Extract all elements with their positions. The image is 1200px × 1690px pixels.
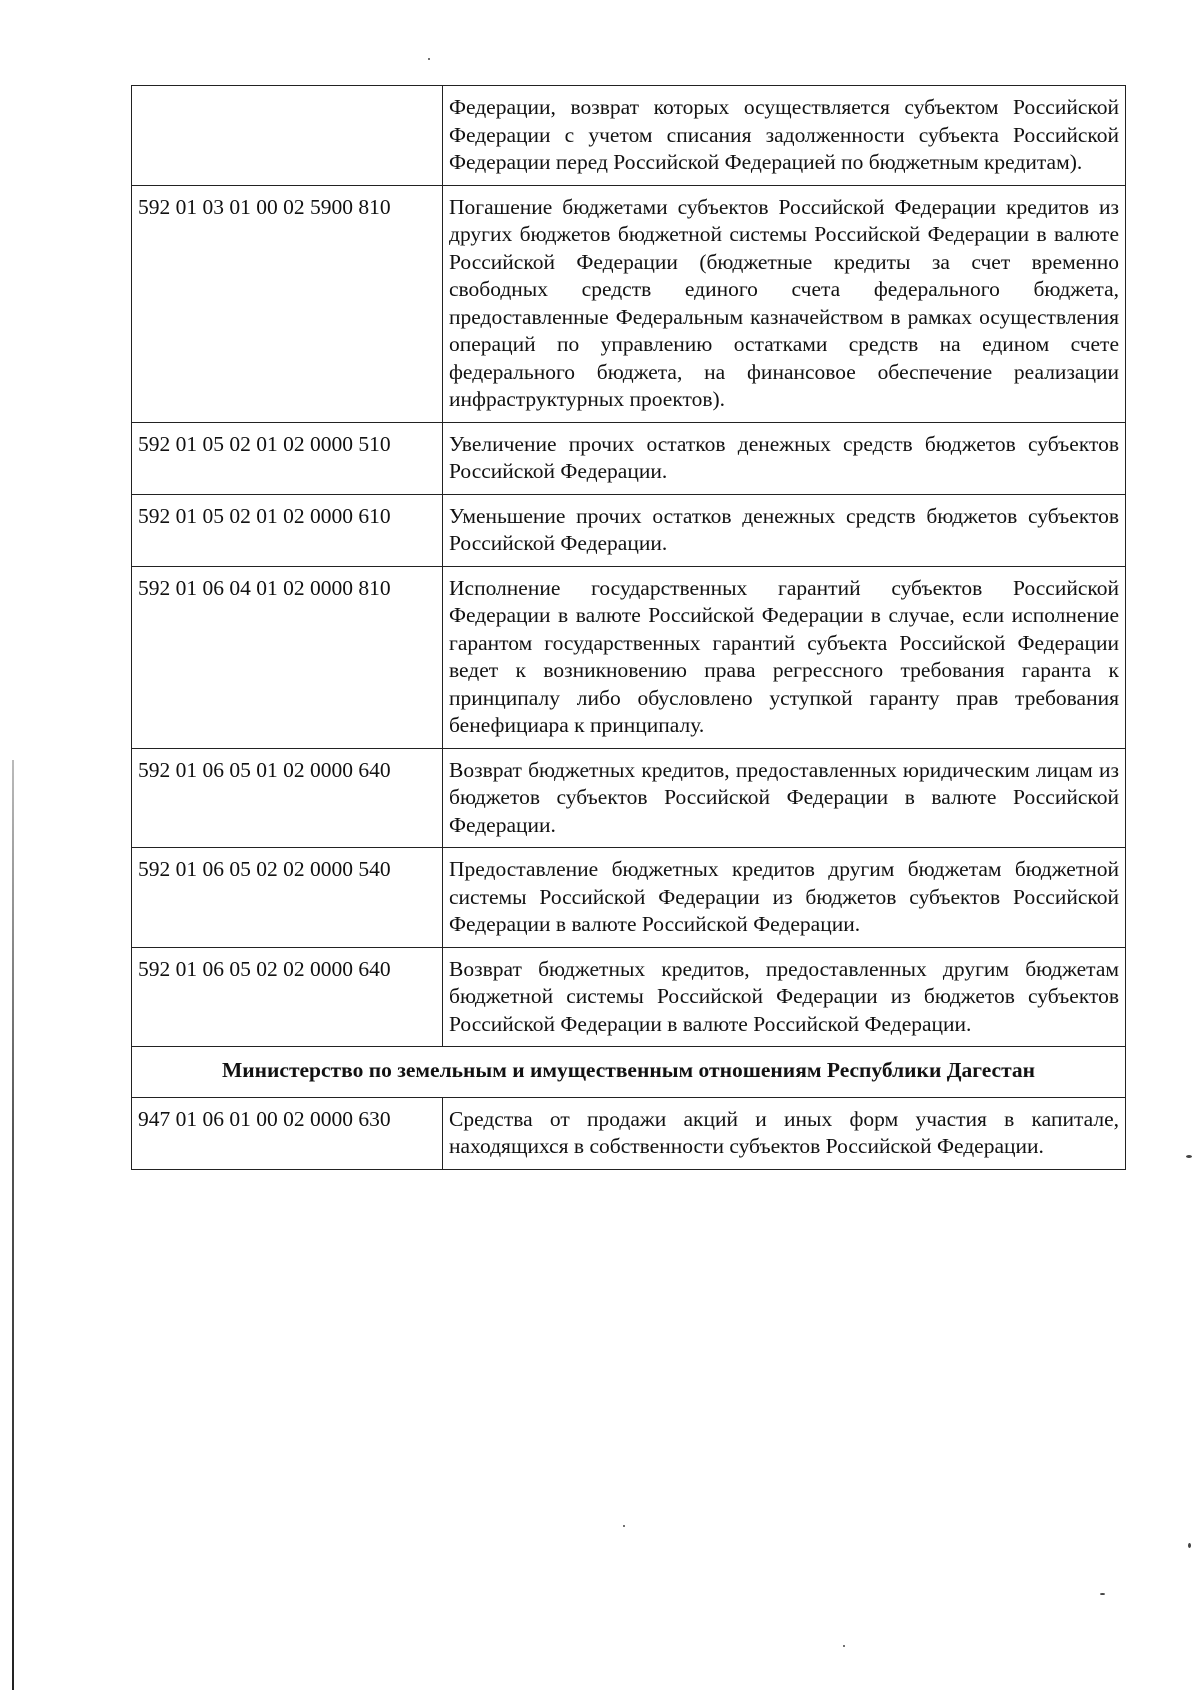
code-cell: 592 01 03 01 00 02 5900 810: [132, 185, 443, 422]
table-row: [132, 748, 1126, 848]
description-cell: Возврат бюджетных кредитов, предоставленных юридическим лицам из бюджетов субъектов Российской Федерации в валюте Российской Федерации.: [443, 748, 1126, 848]
table-row: [132, 947, 1126, 1047]
description-cell: Уменьшение прочих остатков денежных средств бюджетов субъектов Российской Федерации.: [443, 494, 1126, 566]
description-cell: Возврат бюджетных кредитов, предоставленных другим бюджетам бюджетной системы Российской Федерации из бюджетов субъектов Российской Федерации в валюте Российской Федерации.: [443, 947, 1126, 1047]
budget-codes-table: [131, 85, 1126, 1170]
scan-speck: [1100, 1593, 1105, 1595]
section-heading-row: [132, 1047, 1126, 1098]
code-cell: 592 01 06 05 02 02 0000 540: [132, 848, 443, 948]
scan-speck: [1188, 1543, 1191, 1548]
scan-speck: [623, 1525, 625, 1527]
section-heading: Министерство по земельным и имущественным отношениям Республики Дагестан: [132, 1047, 1126, 1098]
code-cell: 947 01 06 01 00 02 0000 630: [132, 1097, 443, 1169]
code-cell: 592 01 06 05 02 02 0000 640: [132, 947, 443, 1047]
description-cell: Предоставление бюджетных кредитов другим бюджетам бюджетной системы Российской Федерации из бюджетов субъектов Российской Федерации в валюте Российской Федерации.: [443, 848, 1126, 948]
description-cell: Исполнение государственных гарантий субъектов Российской Федерации в валюте Российской Федерации в случае, если исполнение гарантом государственных гарантий субъекта Российской Федерации ведет к возникновению права регрессного требования гаранта к принципалу либо обусловлено уступкой гаранту прав требования бенефициара к принципалу.: [443, 566, 1126, 748]
budget-codes-table-container: [131, 85, 1125, 1170]
table-row: [132, 494, 1126, 566]
description-cell: Средства от продажи акций и иных форм участия в капитале, находящихся в собственности субъектов Российской Федерации.: [443, 1097, 1126, 1169]
table-row: [132, 848, 1126, 948]
scan-edge-line: [12, 760, 14, 1690]
code-cell: [132, 86, 443, 186]
code-cell: 592 01 05 02 01 02 0000 510: [132, 422, 443, 494]
scan-speck: [1186, 1155, 1192, 1158]
scan-speck: [428, 58, 430, 60]
scan-speck: [843, 1645, 845, 1647]
description-cell: Увеличение прочих остатков денежных средств бюджетов субъектов Российской Федерации.: [443, 422, 1126, 494]
description-cell: Федерации, возврат которых осуществляется субъектом Российской Федерации с учетом списания задолженности субъекта Российской Федерации перед Российской Федерацией по бюджетным кредитам).: [443, 86, 1126, 186]
description-cell: Погашение бюджетами субъектов Российской Федерации кредитов из других бюджетов бюджетной системы Российской Федерации в валюте Российской Федерации (бюджетные кредиты за счет временно свободных средств единого счета федерального бюджета, предоставленные Федеральным казначейством в рамках осуществления операций по управлению остатками средств на едином счете федерального бюджета, на финансовое обеспечение реализации инфраструктурных проектов).: [443, 185, 1126, 422]
table-row: [132, 86, 1126, 186]
table-row: [132, 185, 1126, 422]
table-row: [132, 422, 1126, 494]
code-cell: 592 01 06 04 01 02 0000 810: [132, 566, 443, 748]
code-cell: 592 01 05 02 01 02 0000 610: [132, 494, 443, 566]
table-row: [132, 566, 1126, 748]
code-cell: 592 01 06 05 01 02 0000 640: [132, 748, 443, 848]
table-row: [132, 1097, 1126, 1169]
